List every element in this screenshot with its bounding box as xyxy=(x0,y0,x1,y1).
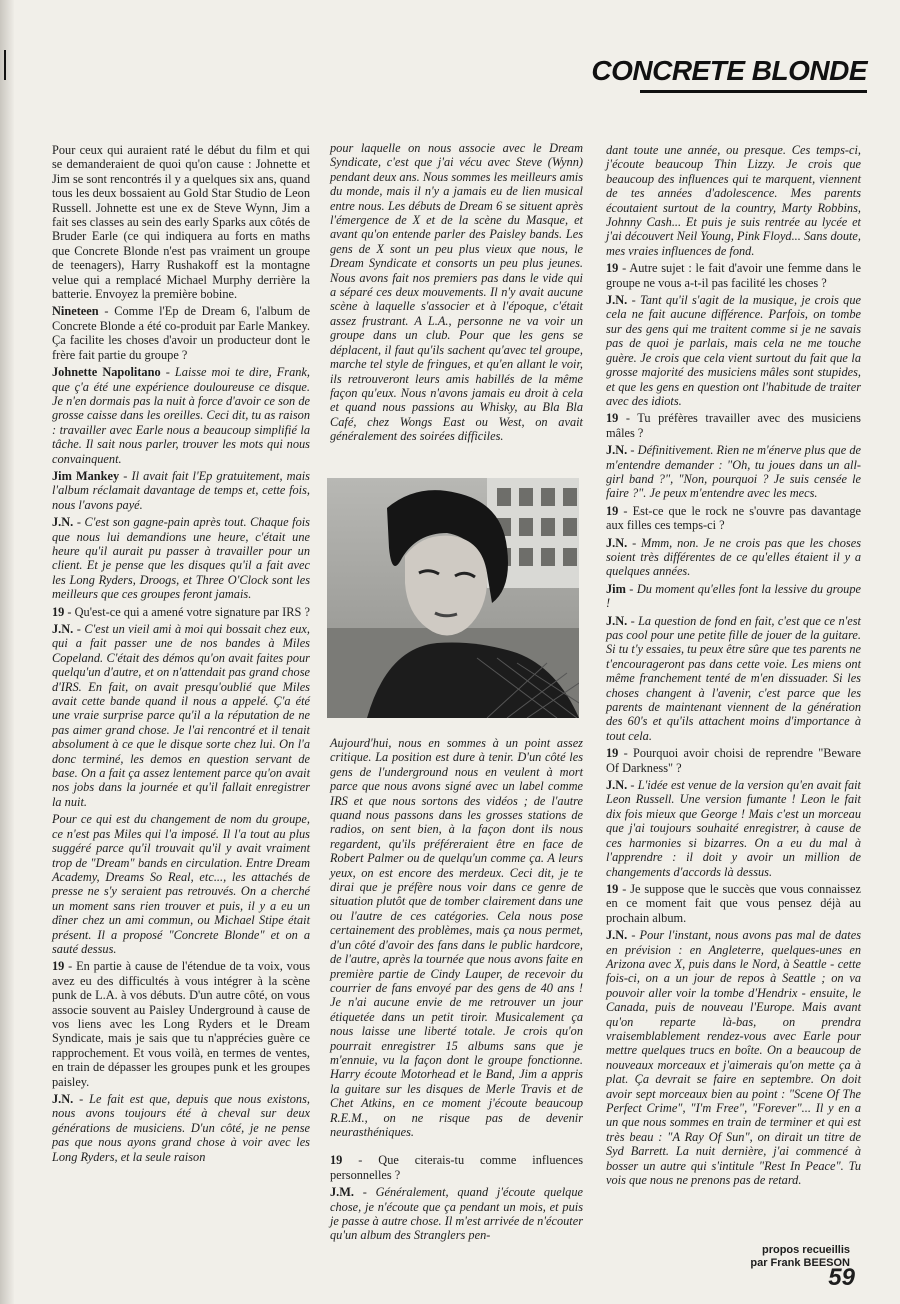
answer-text: dant toute une année, ou presque. Ces temps-ci, j'écoute beaucoup Thin Lizzy. Je crois que beaucoup des influences qui te marquent, viennent de tes années d'adolescence. Mes parents écoutaient surtout de la country, Marty Robbins, Johnny Cash... Et puis je suis rentrée au lycée et j'ai découvert Neil Young, Pink Floyd... Sans doute, mes vraies influences de fond. xyxy=(606,143,861,258)
column-1 xyxy=(52,143,310,1167)
question-text: - Autre sujet : le fait d'avoir une femme dans le groupe ne vous a-t-il pas facilité les choses ? xyxy=(606,261,861,290)
paragraph xyxy=(52,469,310,512)
speaker-label: J.N. xyxy=(52,515,74,530)
binding-mark xyxy=(4,50,6,80)
answer-text: - Il avait fait l'Ep gratuitement, mais l'album réclamait davantage de temps et, cette fois, nous l'avons payé. xyxy=(52,468,310,512)
answer-text: - L'idée est venue de la version qu'en avait fait Leon Russell. Une version fumante ! Leon le fait dix fois mieux que George ! Mais c'est un morceau que j'ai toujours souhaité enregistrer, à cause de ces harmonies si bizarres. On a eu du mal à l'apprendre : il doit y avoir un million de changements d'accords là dessus. xyxy=(606,778,861,879)
speaker-label: Johnette Napolitano xyxy=(52,365,161,380)
answer-text: - Mmm, non. Je ne crois pas que les choses soient très différentes de ce qu'elles étaient il y a quelques années. xyxy=(606,535,861,579)
credit-line-1: propos recueillis xyxy=(761,1244,850,1256)
speaker-label: 19 xyxy=(330,1153,343,1168)
column-3 xyxy=(606,143,861,1190)
column-2-top xyxy=(330,141,583,447)
answer-text: - Du moment qu'elles font la lessive du groupe ! xyxy=(606,581,861,611)
paragraph xyxy=(52,143,310,301)
paragraph xyxy=(606,261,861,290)
paragraph xyxy=(330,141,583,444)
paragraph xyxy=(330,1153,583,1182)
paragraph xyxy=(606,143,861,258)
paragraph xyxy=(330,1185,583,1243)
paragraph xyxy=(606,504,861,533)
speaker-label: Jim xyxy=(606,581,626,596)
question-text: - Tu préfères travailler avec des musiciens mâles ? xyxy=(606,411,861,440)
speaker-label: J.N. xyxy=(606,928,628,943)
speaker-label: Nineteen xyxy=(52,304,99,319)
answer-text: pour laquelle on nous associe avec le Dream Syndicate, c'est que j'ai vécu avec Steve (Wynn) pendant deux ans. Nous sommes les meilleurs amis du monde, mais il n'y a jamais eu de lien musical entre nous. Les débuts de Dream 6 se situent après l'émergence de X et de la scène du Masque, et avant qu'on entende parler des Paisley bands. Les gens de X sont un peu plus vieux que nous, le Dream Syndicate et consorts un peu plus jeunes. Nous avons fait nos premiers pas dans le vide qui a séparé ces deux mouvements. Il n'y avait aucune scène à laquelle s'associer et à l'époque, c'était assez frustrant. A L.A., personne ne va voir un groupe dans un club. Pour que les gens se déplacent, il faut qu'ils sachent qu'avec tel groupe, marche tel style de fringues, et qu'en allant le voir, ils retrouveront leurs amis habillés de la même façon qu'eux. Nous n'avons jamais eu droit à cela et quand nous passions au Whisky, au Bla Bla Café, chez Wongs East ou West, on avait généralement des soirées difficiles. xyxy=(330,141,583,444)
portrait-photo xyxy=(327,478,579,718)
speaker-label: J.N. xyxy=(52,1092,74,1106)
paragraph xyxy=(606,882,861,925)
paragraph xyxy=(606,443,861,501)
paragraph xyxy=(52,812,310,956)
speaker-label: Jim Mankey xyxy=(52,468,120,483)
answer-text: - La question de fond en fait, c'est que ce n'est pas cool pour une petite fille de jouer de la guitare. Si tu t'y essaies, tu peux être sûre que tes parents ne t'encourageront pas dans cette voie. Les miens ont même franchement tenté de m'en dissuader. Si les choses changent à l'avenir, c'est parce que les parents de maintenant viennent de la génération des 60's et qu'ils attachent moins d'importance à tout cela. xyxy=(606,613,861,743)
paragraph xyxy=(52,605,310,619)
answer-text: - Tant qu'il s'agit de la musique, je crois que cela ne fait aucune différence. Parfois, on tombe sur des gens qui me traitent comme si je ne savais pas de quoi je parlais, mais cela ne me touche guère. Je crois que cela vient surtout du fait que la grosse majorité des musiciens mâles sont stupides, et que les gens en question ont l'habitude de traiter avec des idiots. xyxy=(606,293,861,408)
speaker-label: J.M. xyxy=(330,1185,354,1200)
speaker-label: 19 xyxy=(606,503,619,518)
question-text: - Est-ce que le rock ne s'ouvre pas davantage aux filles ces temps-ci ? xyxy=(606,503,861,533)
speaker-label: 19 xyxy=(606,261,619,276)
speaker-label: J.N. xyxy=(606,778,628,793)
question-text: - En partie à cause de l'étendue de ta voix, vous avez eu des difficultés à vous intégrer à la scène punk de L.A. à vos débuts. D'un autre côté, on vous associe souvent au Paisley Underground à cause de vos liens avec les Long Ryders et le Dream Syndicate, mais je sais que tu n'apprécies guère ce rapprochement. Et vous voilà, en termes de ventes, en train de dépasser les groupes punk et les groupes paisley. xyxy=(52,959,310,1089)
paragraph xyxy=(606,411,861,440)
paragraph xyxy=(52,304,310,362)
answer-text: Pour ce qui est du changement de nom du groupe, ce n'est pas Miles qui l'a imposé. Il l'a tout au plus suggéré parce qu'il trouvait qu'il y avait vraiment trop de "Dream" bands en circulation. Entre Dream Academy, Dreams So Real, etc..., les attachés de presse ne s'y seraient pas retrouvés. On a cherché un moment sans rien trouver et puis, il y a eu un dîner chez un ami commun, ou Michael Stipe était présent. Il a proposé "Concrete Blonde" et on a sauté dessus. xyxy=(52,812,310,956)
portrait-photo-illustration xyxy=(327,478,579,718)
page-binding xyxy=(0,0,14,1304)
paragraph xyxy=(52,365,310,466)
speaker-label: 19 xyxy=(606,881,619,896)
credit-line-2: par Frank BEESON xyxy=(750,1257,850,1269)
answer-text: - C'est un vieil ami à moi qui bossait chez eux, qui a fait passer une de nos bandes à Miles Copeland. C'était des démos qu'on avait faites pour quelqu'un d'autre, et on n'attendait pas grand chose d'IRS. En fait, on avait presqu'oublié que Miles avait cette bande quand il nous a appelé. Ç'a été une vraie surprise parce qu'il a la réputation de ne pas aimer grand chose. Je l'ai rencontré et il tenait absolument à ce que le disque sorte chez lui. On l'a donc terminé, les demos en question servant de base. On a fait ça assez lentement parce qu'on avait nos jobs dans la journée et qu'il fallait enregistrer la nuit. xyxy=(52,622,310,809)
speaker-label: 19 xyxy=(52,604,65,619)
paragraph xyxy=(606,778,861,879)
speaker-label: J.N. xyxy=(606,535,628,550)
answer-text: - C'est son gagne-pain après tout. Chaque fois que nous lui demandions une heure, c'était une heure qu'il aurait pu passer à travailler pour un client. Et je pense que les disques qu'il a fait avec les Long Ryders, Droogs, et Three O'Clock sont les meilleurs que ces groupes feront jamais. xyxy=(52,515,310,602)
paragraph xyxy=(52,515,310,601)
speaker-label: 19 xyxy=(52,959,65,974)
question-text: - Je suppose que le succès que vous connaissez en ce moment fait que vous pensez déjà au prochain album. xyxy=(606,881,861,925)
paragraph xyxy=(606,582,861,611)
question-text: - Que citerais-tu comme influences personnelles ? xyxy=(330,1153,583,1182)
question-text: - Pourquoi avoir choisi de reprendre "Beware Of Darkness" ? xyxy=(606,746,861,775)
header-rule xyxy=(640,90,867,93)
question-text: - Comme l'Ep de Dream 6, l'album de Concrete Blonde a été co-produit par Earle Mankey. Ça facilite les choses d'avoir un producteur dont le frère fait partie du groupe ? xyxy=(52,304,310,362)
answer-text: - Définitivement. Rien ne m'énerve plus que de m'entendre demander : "Oh, tu joues dans un all-girl band ?", "Non, pourquoi ? Je suis censée le faire ?". Je peux m'entendre avec les mecs. xyxy=(606,443,861,501)
answer-text: - Le fait est que, depuis que nous existons, nous avons toujours été à cheval sur deux générations de musiciens. D'un côté, je ne pense pas que nous ayons grand chose à voir avec les Long Ryders, et la seule raison xyxy=(52,1092,310,1164)
paragraph xyxy=(606,293,861,408)
question-text: - Qu'est-ce qui a amené votre signature par IRS ? xyxy=(64,604,310,619)
page-header-title: CONCRETE BLONDE xyxy=(591,55,867,86)
question-text: Pour ceux qui auraient raté le début du film et qui se demanderaient de quoi qu'on cause : Johnette et Jim se sont rencontrés il y a quelques six ans, quand tous les deux bossaient au Gold Star Studio de Leon Russell. Johnette est une ex de Steve Wynn, Jim a fait ses classes au sein des early Sparks aux côtés de Bruder Earle (ce qui indiquera au forts en maths que Concrete Blonde n'est pas vraiment un groupe de teenagers), Harry Rushakoff est la montagne velue qui a remplacé Michael Murphy derrière la batterie. Envoyez la première bobine. xyxy=(52,143,310,302)
answer-text: - Pour l'instant, nous avons pas mal de dates en prévision : en Angleterre, quelques-unes en Arizona avec X, puis dans le Nord, à Seattle - cette fois-ci, on a un jour de repos à Seattle ; on va pouvoir aller voir la tombe d'Hendrix - ensuite, le Canada, puis de nouveau l'Europe. Mais avant qu'on reparte là-bas, on prendra vraisemblablement rendez-vous avec Earle pour mettre quelques trucs en boîte. On a beaucoup de nouveaux morceaux et j'aimerais qu'on mette ça à plat. Ça devrait se faire en septembre. On doit avoir sept morceaux bien au point : "Scene Of The Perfect Crime", "I'm Free", "Forever"... Il y en a un que nous sommes en train de terminer et qui est très beau : "A Ray Of Sun", on dirait un titre de Syd Barrett. La nuit dernière, j'ai commencé à bosser un autre qui s'intitule "Rest In Peace". Tu vois que nous ne prenons pas de retard. xyxy=(606,928,861,1188)
answer-text: - Généralement, quand j'écoute quelque chose, je n'écoute que ça pendant un mois, et puis je passe à autre chose. Il m'est arrivée de n'écouter qu'un album des Stranglers pen- xyxy=(330,1185,583,1243)
speaker-label: 19 xyxy=(606,411,619,426)
page-number: 59 xyxy=(828,1264,855,1291)
paragraph xyxy=(52,959,310,1089)
speaker-label: 19 xyxy=(606,746,619,761)
column-2-bottom xyxy=(330,736,583,1246)
speaker-label: J.N. xyxy=(606,293,628,308)
paragraph xyxy=(606,928,861,1187)
paragraph xyxy=(52,622,310,809)
speaker-label: J.N. xyxy=(606,443,628,458)
paragraph xyxy=(606,536,861,579)
speaker-label: J.N. xyxy=(606,613,628,628)
paragraph xyxy=(52,1092,310,1164)
paragraph xyxy=(606,746,861,775)
answer-text: Aujourd'hui, nous en sommes à un point assez critique. La position est dure à tenir. D'un côté les gens de l'underground nous en veulent à mort parce que nous avons signé avec un label comme IRS et que nous sortons des vidéos ; de l'autre quand nous passons dans les grosses stations de radios, on sent bien, à la façon dont ils nous regardent, qu'ils préféreraient être en face de Robert Palmer ou de quelqu'un comme ça. A leurs yeux, on est encore des merdeux. Ceci dit, je te dirai que je préfère nous voir dans ce genre de situation plutôt que de tomber clairement dans une ou l'autre de ces catégories. Cela nous pose certainement des problèmes, mais ça nous permet, d'un côté d'avoir des fans dans le public hardcore, de l'autre, après la tournée que nous avons faite en première partie de Cindy Lauper, de recevoir du courrier de fans envoyé par des gens de 40 ans ! Je n'ai aucune envie de me retrouver un jour étiquetée dans un petit tiroir. Musicalement ça nous laisse une liberté totale. Je crois qu'on pourrait enregistrer 15 albums sans que je m'ennuie, vu la façon dont le groupe fonctionne. Harry écoute Motorhead et le Band, Jim a appris la guitare sur les disques de Merle Travis et de Chet Atkins, en ce moment j'écoute beaucoup R.E.M., on ne risque pas de devenir neurasthéniques. xyxy=(330,736,583,1139)
paragraph xyxy=(606,614,861,744)
answer-text: - Laisse moi te dire, Frank, que ç'a été une expérience douloureuse ce disque. Je n'en dormais pas la nuit à force d'avoir ce son de grosse caisse dans les oreilles. Ceci dit, tu as raison : travailler avec Earle nous a beaucoup simplifié la tâche. Il sait nous parler, trouver les mots qui nous convainquent. xyxy=(52,365,310,466)
paragraph xyxy=(330,736,583,1139)
speaker-label: J.N. xyxy=(52,622,74,636)
